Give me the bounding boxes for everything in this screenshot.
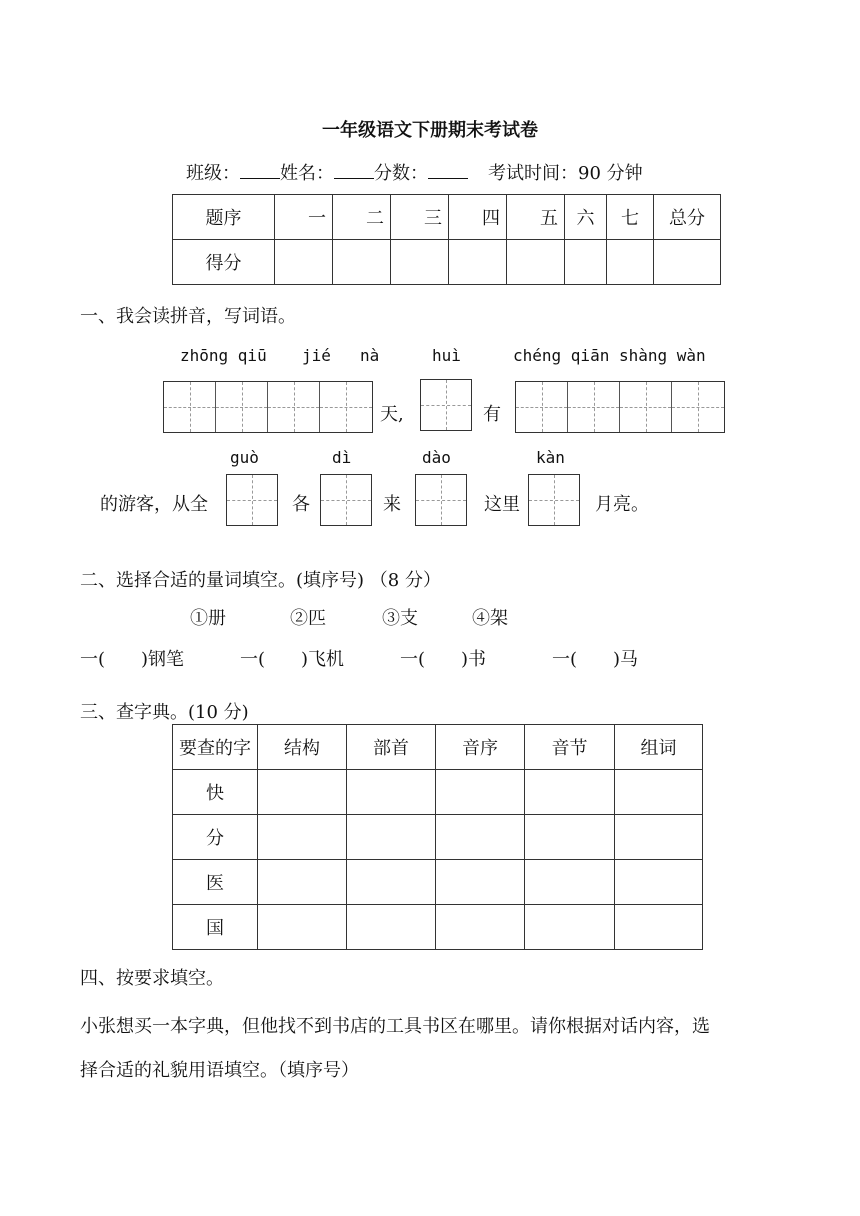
- score-cell[interactable]: [449, 240, 507, 285]
- score-cell[interactable]: [507, 240, 565, 285]
- dict-char-cell: 快: [173, 770, 258, 815]
- pinyin-di: dì: [332, 448, 352, 467]
- class-label: 班级：: [186, 163, 240, 184]
- dict-answer-cell[interactable]: [525, 860, 615, 905]
- writing-cell[interactable]: [416, 475, 466, 525]
- dict-answer-cell[interactable]: [347, 860, 436, 905]
- dict-header-row: [173, 725, 703, 770]
- section4-heading: 四、按要求填空。: [80, 968, 224, 989]
- dict-answer-cell[interactable]: [436, 815, 525, 860]
- dict-answer-cell[interactable]: [258, 770, 347, 815]
- dict-header-cell: 要查的字: [173, 725, 258, 770]
- dict-char-cell: 分: [173, 815, 258, 860]
- dict-answer-cell[interactable]: [347, 770, 436, 815]
- word-yueliang: 月亮。: [595, 494, 649, 515]
- word-youke: 的游客，从全: [100, 494, 208, 515]
- option-ce: ①册: [190, 608, 226, 629]
- dict-answer-cell[interactable]: [525, 905, 615, 950]
- dict-char-cell: 医: [173, 860, 258, 905]
- writing-cell[interactable]: [421, 380, 471, 430]
- student-info-line: [186, 159, 643, 185]
- score-blank[interactable]: [428, 164, 468, 179]
- pinyin-guo: guò: [230, 448, 259, 467]
- score-row-label: 得分: [173, 240, 275, 285]
- dict-header-cell: 组词: [615, 725, 703, 770]
- writing-cell[interactable]: [216, 382, 268, 432]
- dict-answer-cell[interactable]: [615, 905, 703, 950]
- section3-heading: 三、查字典。(10 分): [80, 702, 249, 723]
- fill-item-ma[interactable]: 一( )马: [552, 649, 639, 670]
- score-header-cell: 五: [507, 195, 565, 240]
- score-header-cell: 四: [449, 195, 507, 240]
- score-table: [172, 194, 721, 285]
- dict-answer-cell[interactable]: [258, 860, 347, 905]
- fill-item-shu[interactable]: 一( )书: [400, 649, 487, 670]
- section4-paragraph-line2: 择合适的礼貌用语填空。（填序号）: [80, 1060, 359, 1081]
- word-tian: 天,: [380, 404, 404, 425]
- writing-cell[interactable]: [672, 382, 724, 432]
- dict-answer-cell[interactable]: [525, 815, 615, 860]
- score-table-row: [173, 240, 721, 285]
- score-header-cell: 七: [607, 195, 654, 240]
- score-table-header-row: [173, 195, 721, 240]
- word-ge: 各: [292, 494, 310, 515]
- score-cell[interactable]: [565, 240, 607, 285]
- dict-answer-cell[interactable]: [258, 905, 347, 950]
- score-cell[interactable]: [654, 240, 721, 285]
- pinyin-kan: kàn: [536, 448, 565, 467]
- dict-answer-cell[interactable]: [615, 770, 703, 815]
- fill-item-gangbi[interactable]: 一( )钢笔: [80, 649, 185, 670]
- writing-grid-kan[interactable]: [528, 474, 580, 526]
- writing-cell[interactable]: [164, 382, 216, 432]
- score-header-cell: 题序: [173, 195, 275, 240]
- fill-item-feiji[interactable]: 一( )飞机: [240, 649, 345, 670]
- pinyin-zhongqiu: zhōng qiū: [180, 346, 267, 365]
- section2-heading: 二、选择合适的量词填空。(填序号) （8 分）: [80, 570, 441, 591]
- writing-cell[interactable]: [529, 475, 579, 525]
- dict-answer-cell[interactable]: [347, 815, 436, 860]
- dict-answer-cell[interactable]: [436, 860, 525, 905]
- score-header-cell: 二: [333, 195, 391, 240]
- dictionary-table: [172, 724, 703, 950]
- class-blank[interactable]: [240, 164, 280, 179]
- dict-answer-cell[interactable]: [436, 905, 525, 950]
- dict-char-cell: 国: [173, 905, 258, 950]
- time-label: 考试时间：90 分钟: [488, 163, 643, 184]
- dict-row: [173, 815, 703, 860]
- dict-row: [173, 905, 703, 950]
- score-header-cell: 一: [275, 195, 333, 240]
- writing-cell[interactable]: [320, 382, 372, 432]
- word-lai: 来: [383, 494, 401, 515]
- dict-answer-cell[interactable]: [258, 815, 347, 860]
- section4-paragraph-line1: 小张想买一本字典，但他找不到书店的工具书区在哪里。请你根据对话内容，选: [80, 1016, 710, 1037]
- score-cell[interactable]: [275, 240, 333, 285]
- writing-cell[interactable]: [568, 382, 620, 432]
- writing-cell[interactable]: [516, 382, 568, 432]
- score-cell[interactable]: [391, 240, 449, 285]
- writing-cell[interactable]: [321, 475, 371, 525]
- dict-answer-cell[interactable]: [347, 905, 436, 950]
- score-label: 分数：: [374, 163, 428, 184]
- dict-header-cell: 音节: [525, 725, 615, 770]
- score-header-cell: 六: [565, 195, 607, 240]
- name-label: 姓名：: [280, 163, 334, 184]
- writing-grid-guo[interactable]: [226, 474, 278, 526]
- score-cell[interactable]: [607, 240, 654, 285]
- score-header-cell: 总分: [654, 195, 721, 240]
- pinyin-dao: dào: [422, 448, 451, 467]
- word-you: 有: [483, 404, 501, 425]
- writing-grid-di[interactable]: [320, 474, 372, 526]
- option-zhi: ③支: [382, 608, 418, 629]
- word-zheli: 这里: [484, 494, 520, 515]
- name-blank[interactable]: [334, 164, 374, 179]
- dict-header-cell: 部首: [347, 725, 436, 770]
- option-pi: ②匹: [290, 608, 326, 629]
- writing-grid-dao[interactable]: [415, 474, 467, 526]
- option-jia: ④架: [472, 608, 508, 629]
- writing-cell[interactable]: [268, 382, 320, 432]
- pinyin-na: nà: [360, 346, 380, 365]
- dict-answer-cell[interactable]: [615, 815, 703, 860]
- pinyin-hui: huì: [432, 346, 461, 365]
- section1-heading: 一、我会读拼音，写词语。: [80, 306, 296, 327]
- score-cell[interactable]: [333, 240, 391, 285]
- pinyin-jie: jié: [302, 346, 331, 365]
- writing-grid-4b[interactable]: [515, 381, 725, 433]
- pinyin-chengqian: chéng qiān shàng wàn: [513, 346, 706, 365]
- writing-cell[interactable]: [620, 382, 672, 432]
- dict-answer-cell[interactable]: [525, 770, 615, 815]
- page-title: 一年级语文下册期末考试卷: [322, 120, 538, 141]
- writing-grid-4[interactable]: [163, 381, 373, 433]
- dict-header-cell: 音序: [436, 725, 525, 770]
- dict-row: [173, 770, 703, 815]
- score-header-cell: 三: [391, 195, 449, 240]
- dict-row: [173, 860, 703, 905]
- dict-answer-cell[interactable]: [615, 860, 703, 905]
- dict-header-cell: 结构: [258, 725, 347, 770]
- dict-answer-cell[interactable]: [436, 770, 525, 815]
- writing-cell[interactable]: [227, 475, 277, 525]
- writing-grid-1[interactable]: [420, 379, 472, 431]
